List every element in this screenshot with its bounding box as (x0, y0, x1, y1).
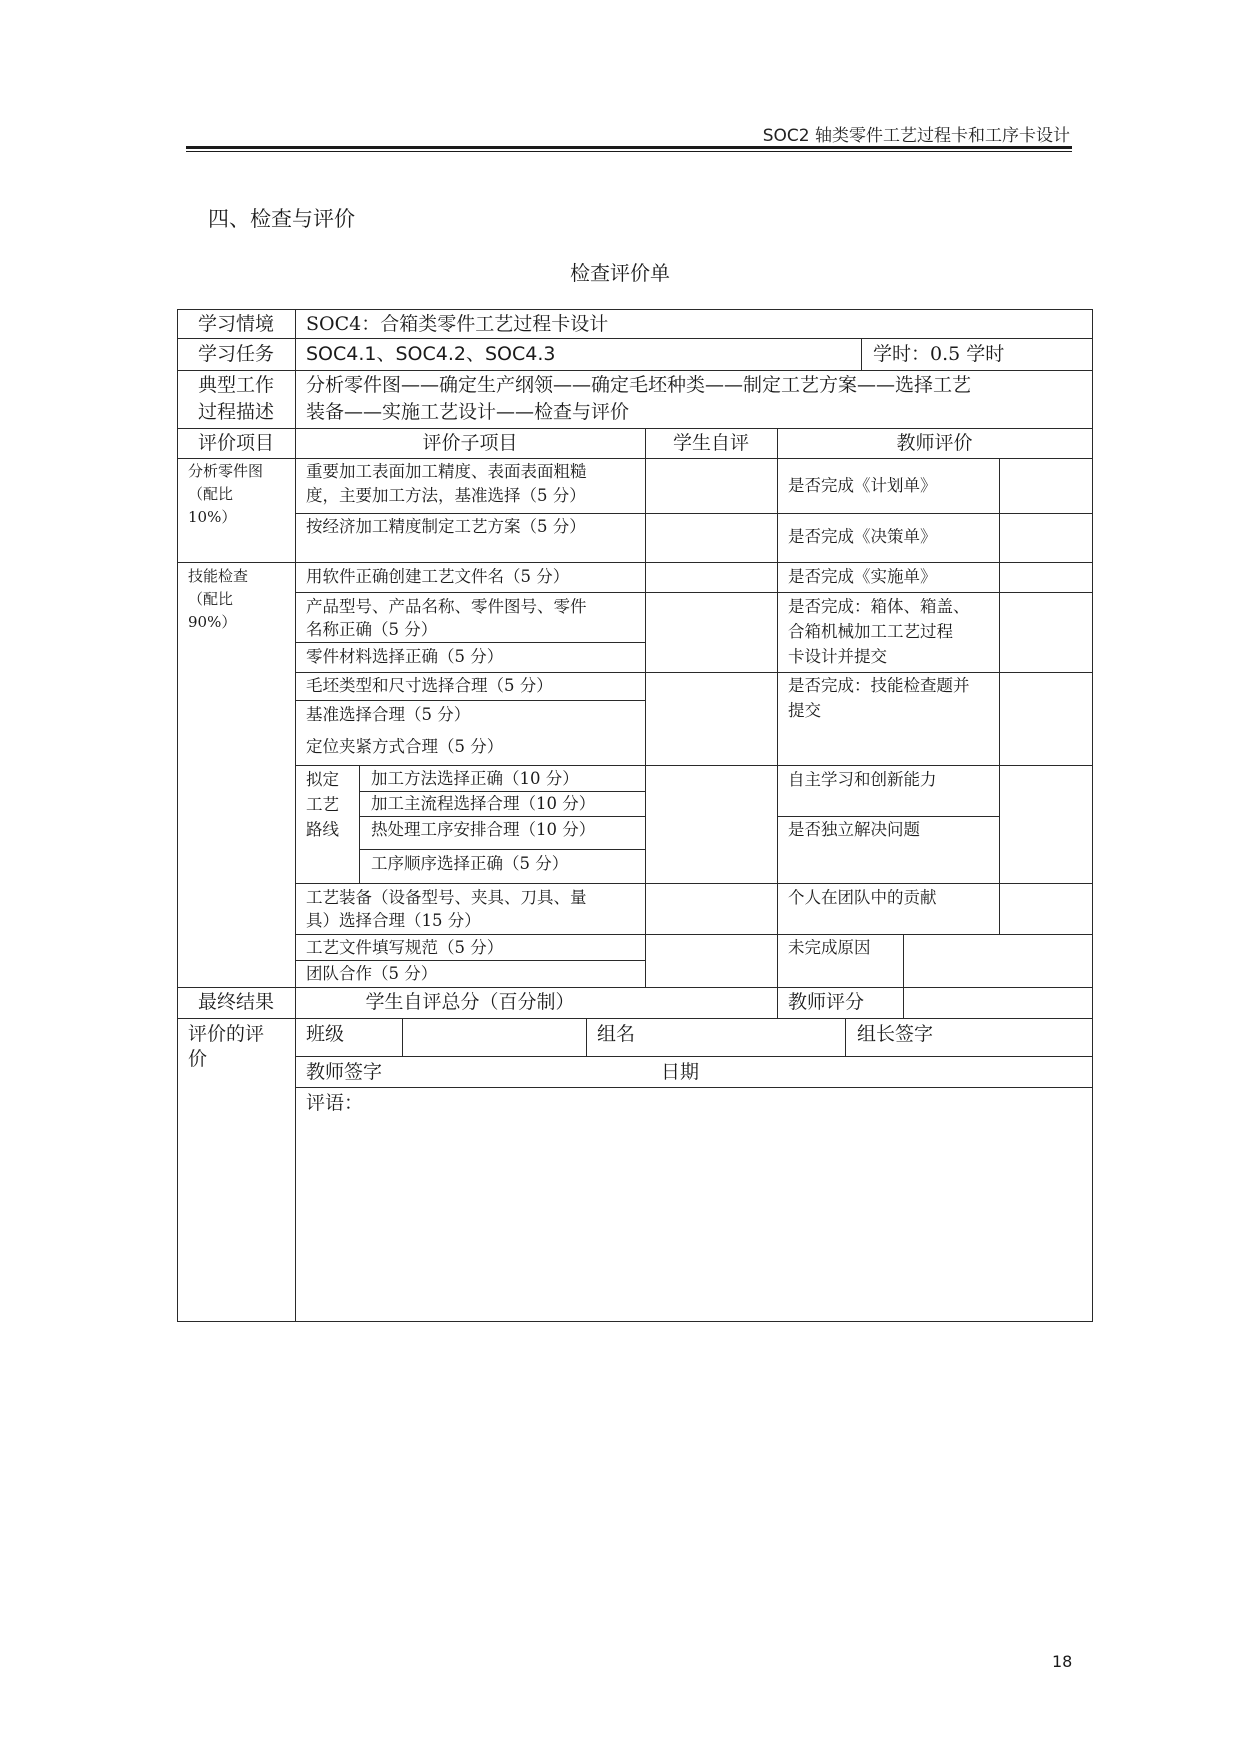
teacher-sign-label: 教师签字 (306, 1061, 383, 1083)
eval-label-line2: 价 (188, 1048, 208, 1070)
sub-teamwork: 团队合作（5 分） (306, 964, 438, 983)
group2-label-line2: （配比 (188, 590, 234, 608)
sub-equip-line1: 工艺装备（设备型号、夹具、刀具、量 (306, 888, 587, 907)
col-teacher-header: 教师评价 (896, 432, 973, 454)
process-label-line2: 过程描述 (197, 401, 274, 423)
final-label: 最终结果 (197, 991, 274, 1013)
route-label-line3: 路线 (306, 820, 339, 839)
check-self-learning: 自主学习和创新能力 (788, 770, 937, 789)
group1-label-line2: （配比 (188, 485, 234, 503)
check-box-line3: 卡设计并提交 (788, 647, 887, 666)
check-team: 个人在团队中的贡献 (788, 888, 937, 907)
sub-clamp: 定位夹紧方式合理（5 分） (306, 737, 504, 756)
leader-sign-label: 组长签字 (857, 1023, 934, 1045)
header-rule-thin (186, 151, 1072, 152)
sub-product-line1: 产品型号、产品名称、零件图号、零件 (306, 597, 587, 616)
header-rule-thick (186, 146, 1072, 149)
route-label-line2: 工艺 (306, 795, 339, 814)
route-label-line1: 拟定 (306, 770, 339, 789)
process-label-line1: 典型工作 (197, 374, 274, 396)
sub-product-line2: 名称正确（5 分） (306, 620, 438, 639)
learning-context-value: SOC4：合箱类零件工艺过程卡设计 (306, 313, 609, 335)
group1-sub2: 按经济加工精度制定工艺方案（5 分） (306, 517, 586, 536)
group1-label-line3: 10%） (188, 508, 237, 526)
group-name-label: 组名 (597, 1023, 636, 1045)
hours-value: 学时：0.5 学时 (873, 343, 1005, 365)
section-heading: 四、检查与评价 (208, 207, 355, 231)
comment-label: 评语： (306, 1092, 364, 1114)
group2-label-line1: 技能检查 (188, 567, 249, 585)
check-box-line2: 合箱机械加工工艺过程 (788, 622, 953, 641)
group1-sub1-line2: 度，主要加工方法，基准选择（5 分） (306, 486, 586, 505)
route-item-4: 工序顺序选择正确（5 分） (371, 854, 569, 873)
sub-doc: 工艺文件填写规范（5 分） (306, 938, 504, 957)
check-skill-line1: 是否完成：技能检查题并 (788, 676, 970, 695)
final-teacher-score: 教师评分 (788, 991, 865, 1013)
check-plan: 是否完成《计划单》 (788, 476, 937, 495)
route-item-2: 加工主流程选择合理（10 分） (371, 794, 596, 813)
task-label: 学习任务 (197, 343, 274, 365)
sub-datum: 基准选择合理（5 分） (306, 705, 471, 724)
col-item-header: 评价项目 (197, 432, 274, 454)
group1-sub1-line1: 重要加工表面加工精度、表面表面粗糙 (306, 462, 587, 481)
task-value: SOC4.1、SOC4.2、SOC4.3 (306, 343, 556, 365)
eval-label-line1: 评价的评 (188, 1023, 265, 1045)
date-label: 日期 (661, 1061, 700, 1083)
sub-software: 用软件正确创建工艺文件名（5 分） (306, 567, 570, 586)
route-item-1: 加工方法选择正确（10 分） (371, 769, 579, 788)
process-desc-line1: 分析零件图——确定生产纲领——确定毛坯种类——制定工艺方案——选择工艺 (306, 374, 972, 396)
check-independent: 是否独立解决问题 (788, 820, 920, 839)
group1-label-line1: 分析零件图 (188, 462, 264, 480)
process-desc-line2: 装备——实施工艺设计——检查与评价 (306, 401, 630, 423)
final-self-total: 学生自评总分（百分制） (365, 991, 575, 1013)
header-title: SOC2 轴类零件工艺过程卡和工序卡设计 (762, 126, 1070, 146)
check-impl: 是否完成《实施单》 (788, 567, 937, 586)
sub-equip-line2: 具）选择合理（15 分） (306, 911, 481, 930)
sub-material: 零件材料选择正确（5 分） (306, 647, 504, 666)
group2-label-line3: 90%） (188, 613, 237, 631)
class-label: 班级 (306, 1023, 345, 1045)
page-number: 18 (1052, 1652, 1073, 1671)
check-box-line1: 是否完成：箱体、箱盖、 (788, 597, 970, 616)
form-title: 检查评价单 (570, 261, 670, 285)
sub-blank: 毛坯类型和尺寸选择合理（5 分） (306, 676, 553, 695)
learning-context-label: 学习情境 (197, 313, 274, 335)
col-subitem-header: 评价子项目 (422, 432, 518, 454)
check-decision: 是否完成《决策单》 (788, 527, 937, 546)
check-skill-line2: 提交 (788, 701, 821, 720)
unfinished-reason: 未完成原因 (788, 938, 871, 957)
route-item-3: 热处理工序安排合理（10 分） (371, 820, 596, 839)
col-self-header: 学生自评 (672, 432, 749, 454)
